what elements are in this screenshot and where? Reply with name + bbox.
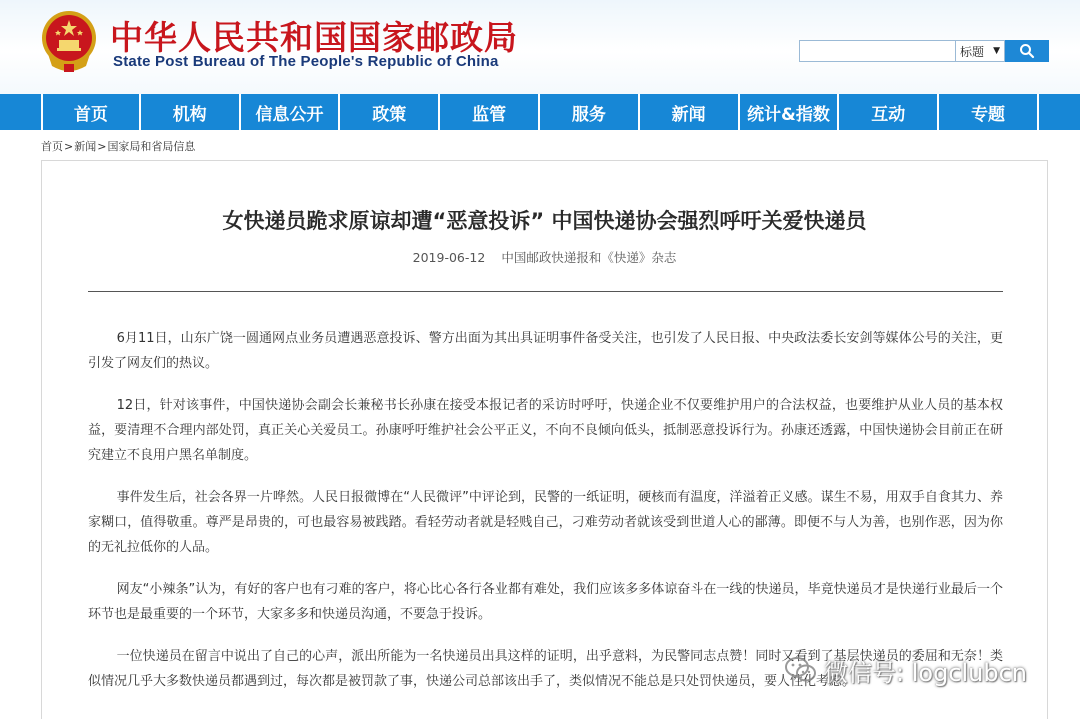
breadcrumb-link-home[interactable]: 首页	[41, 140, 63, 153]
nav-item-services[interactable]: 服务	[540, 94, 640, 130]
article-paragraph: 事件发生后，社会各界一片哗然。人民日报微博在“人民微评”中评论到，民警的一纸证明，硬核而有温度，洋溢着正义感。谋生不易，用双手自食其力、养家糊口，值得敬重。尊严是昂贵的，可也最容易被践踏。看轻劳动者就是轻贱自己，刁难劳动者就该受到世道人心的鄙薄。即便不与人为善，也别作恶，因为你的无礼拉低你的人品。	[88, 490, 1003, 555]
search-button[interactable]	[1005, 40, 1049, 62]
nav-item-interaction[interactable]: 互动	[839, 94, 939, 130]
wechat-watermark	[784, 650, 1027, 690]
nav-item-information-disclosure[interactable]: 信息公开	[241, 94, 341, 130]
article-paragraph: 网友“小辣条”认为，有好的客户也有刁难的客户，将心比心各行各业都有难处，我们应该多多体谅奋斗在一线的快递员，毕竟快递员才是快递行业最后一个环节也是最重要的一个环节，大家多多和快递员沟通，不要急于投诉。	[88, 582, 1003, 622]
site-header	[0, 0, 1080, 94]
article-panel	[41, 160, 1048, 719]
article-title: 女快递员跪求原谅却遭“恶意投诉” 中国快递协会强烈呼吁关爱快递员	[222, 209, 867, 233]
nav-item-supervision[interactable]: 监管	[440, 94, 540, 130]
breadcrumb-link-news[interactable]: 新闻	[74, 140, 97, 153]
search-field-select[interactable]	[955, 40, 1005, 62]
article-paragraph: 12日，针对该事件，中国快递协会副会长兼秘书长孙康在接受本报记者的采访时呼吁，快递企业不仅要维护用户的合法权益，也要维护从业人员的基本权益，要清理不合理内部处罚，真正关心关爱员工。孙康呼吁维护社会公平正义，不向不良倾向低头，抵制恶意投诉行为。孙康还透露，中国快递协会目前正在研究建立不良用户黑名单制度。	[88, 398, 1003, 463]
search-icon	[1019, 43, 1035, 59]
article-paragraph: 一位快递员在留言中说出了自己的心声，派出所能为一名快递员出具这样的证明，出乎意料，为民警同志点赞！同时又看到了基层快递员的委屈和无奈！类似情况几乎大多数快递员都遇到过，每次都是被罚款了事，快递公司总部该出手了，类似情况不能总是只处罚快递员，要人性化考虑。	[88, 649, 1003, 689]
search-field-select-value: 标题	[960, 44, 985, 59]
article-date: 2019-06-12	[412, 250, 486, 265]
nav-item-statistics[interactable]: 统计&指数	[740, 94, 840, 130]
title-divider	[88, 291, 1003, 292]
site-title-english: State Post Bureau of The People's Republic of China	[113, 53, 499, 70]
article-meta	[42, 248, 1047, 266]
nav-item-organization[interactable]: 机构	[141, 94, 241, 130]
nav-item-news[interactable]: 新闻	[640, 94, 740, 130]
watermark-text: 微信号: logclubcn	[824, 658, 1028, 687]
national-emblem-icon	[40, 8, 98, 74]
breadcrumb-link-bureau-info[interactable]: 国家局和省局信息	[107, 140, 196, 153]
wechat-icon	[784, 655, 818, 685]
article-paragraph: 6月11日，山东广饶一圆通网点业务员遭遇恶意投诉、警方出面为其出具证明事件备受关注，也引发了人民日报、中央政法委长安剑等媒体公号的关注，更引发了网友们的热议。	[88, 331, 1003, 371]
chevron-down-icon: ▼	[993, 46, 1000, 56]
breadcrumb-separator: >	[64, 140, 74, 153]
breadcrumb	[41, 138, 195, 154]
search-box	[799, 40, 1049, 62]
nav-item-home[interactable]: 首页	[41, 94, 141, 130]
nav-item-topics[interactable]: 专题	[939, 94, 1039, 130]
nav-item-policy[interactable]: 政策	[340, 94, 440, 130]
search-input[interactable]	[799, 40, 955, 62]
site-title-chinese: 中华人民共和国国家邮政局	[110, 18, 518, 57]
breadcrumb-separator: >	[97, 140, 107, 153]
article-source: 中国邮政快递报和《快递》杂志	[501, 250, 677, 265]
main-nav	[0, 94, 1080, 130]
